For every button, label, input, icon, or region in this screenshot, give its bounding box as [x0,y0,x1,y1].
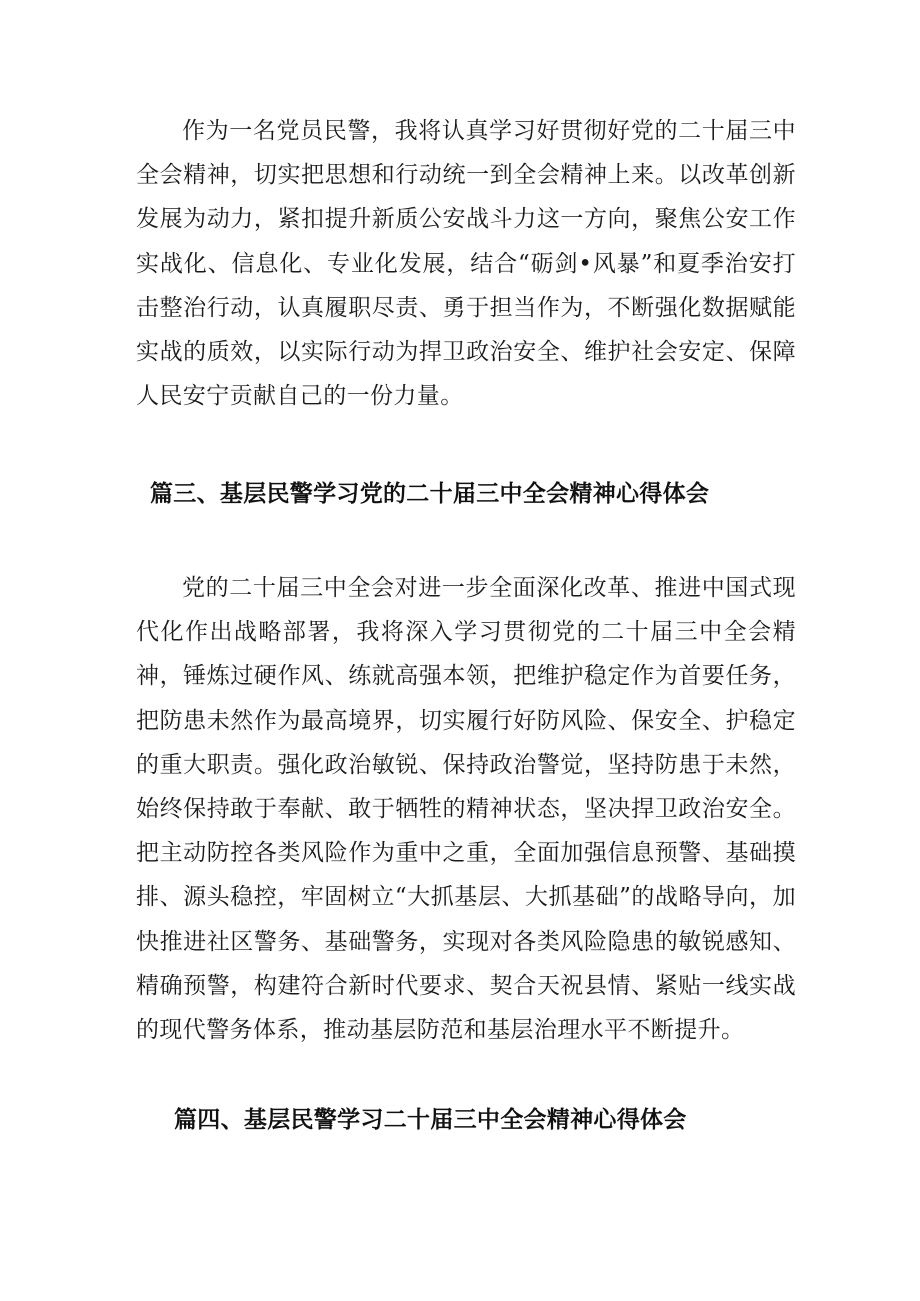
section-heading-4: 篇四、基层民警学习二十届三中全会精神心得体会 [174,1107,687,1133]
section-heading-3: 篇三、基层民警学习党的二十届三中全会精神心得体会 [150,481,710,507]
body-paragraph-1: 作为一名党员民警，我将认真学习好贯彻好党的二十届三中全会精神，切实把思想和行动统一到全会精神上来。以改革创新发展为动力，紧扣提升新质公安战斗力这一方向，聚焦公安工作实战化、信息化、专业化发展，结合“砺剑•风暴”和夏季治安打击整治行动，认真履职尽责、勇于担当作为，不断强化数据赋能实战的质效，以实际行动为捍卫政治安全、维护社会安定、保障人民安宁贡献自己的一份力量。 [136,118,796,410]
body-paragraph-2: 党的二十届三中全会对进一步全面深化改革、推进中国式现代化作出战略部署，我将深入学习贯彻党的二十届三中全会精神，锤炼过硬作风、练就高强本领，把维护稳定作为首要任务，把防患未然作为最高境界，切实履行好防风险、保安全、护稳定的重大职责。强化政治敏锐、保持政治警觉，坚持防患于未然，始终保持敢于奉献、敢于牺牲的精神状态，坚决捍卫政治安全。把主动防控各类风险作为重中之重，全面加强信息预警、基础摸排、源头稳控，牢固树立“大抓基层、大抓基础”的战略导向，加快推进社区警务、基础警务，实现对各类风险隐患的敏锐感知、精确预警，构建符合新时代要求、契合天祝县情、紧贴一线实战的现代警务体系，推动基层防范和基层治理水平不断提升。 [136,575,796,1044]
